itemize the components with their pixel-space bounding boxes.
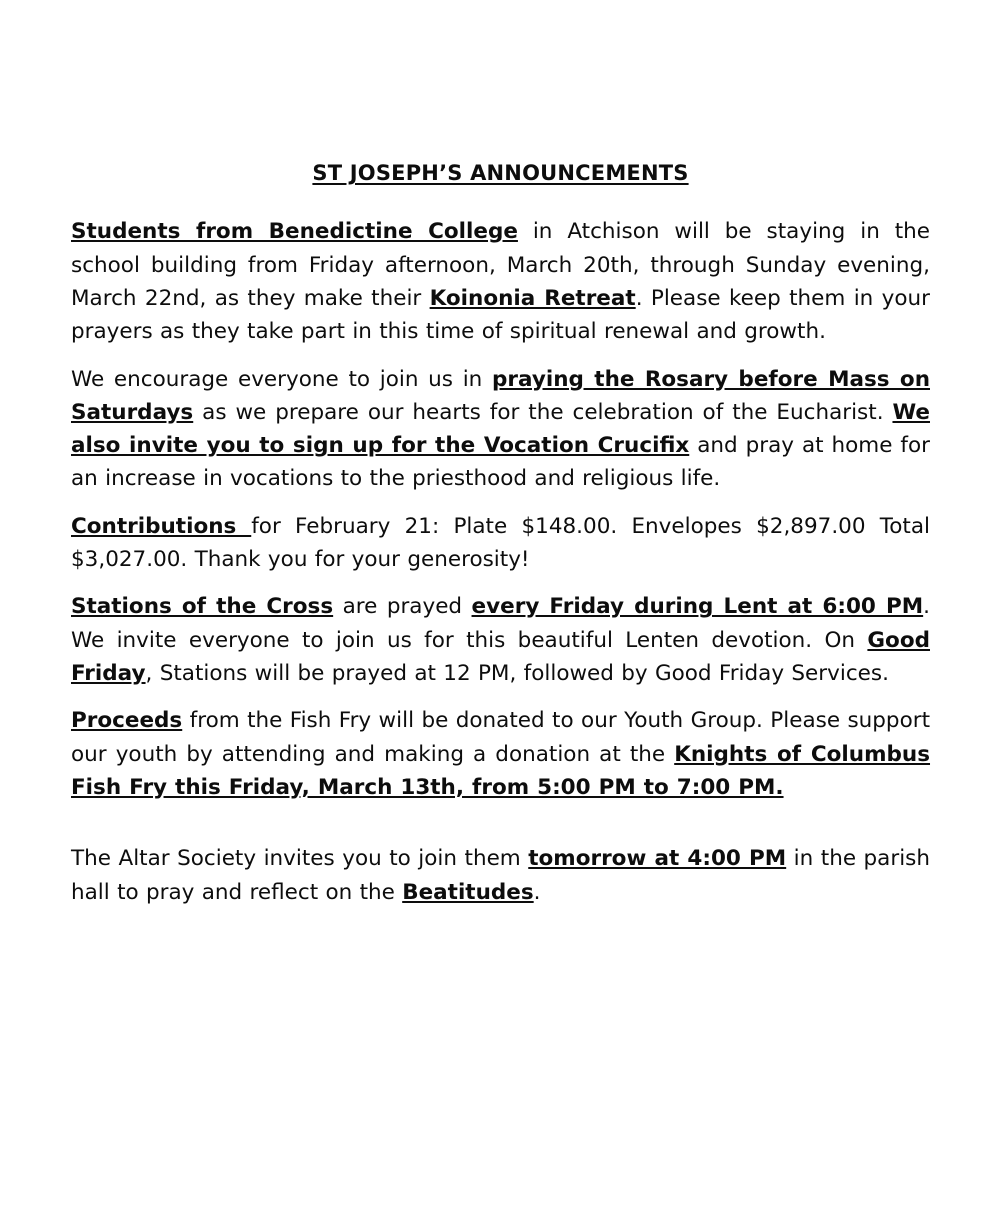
emphasis-text: Beatitudes	[402, 879, 534, 905]
emphasis-text: praying the Rosary before Mass on Saturdays	[71, 366, 930, 425]
body-text: . We invite everyone to join us for this beautiful Lenten devotion. On	[71, 594, 930, 653]
body-text: and pray at home for an increase in vocations to the priesthood and religious life.	[71, 433, 930, 492]
body-text: We encourage everyone to join us in	[71, 366, 493, 392]
body-text: The Altar Society invites you to join them	[71, 846, 529, 872]
body-text: for February 21: Plate $148.00. Envelopes $2,897.00 Total $3,027.00. Thank you for your generosity!	[71, 513, 930, 573]
body-text: as we prepare our hearts for the celebration of the Eucharist.	[193, 399, 893, 425]
body-text: in the parish hall to pray and reflect on the	[71, 846, 931, 905]
paragraph-stations-of-the-cross	[71, 590, 930, 690]
paragraph-contributions	[71, 510, 930, 577]
announcements-body	[71, 215, 930, 909]
paragraph-benedictine-college	[71, 215, 930, 348]
emphasis-text: Koinonia Retreat	[429, 285, 636, 311]
emphasis-text: Contributions	[71, 513, 252, 539]
emphasis-text: Proceeds	[71, 708, 183, 734]
emphasis-text: Good Friday	[71, 627, 930, 687]
body-text: . Please keep them in your prayers as they take part in this time of spiritual renewal and growth.	[71, 285, 930, 345]
body-text: .	[533, 879, 541, 905]
body-text: from the Fish Fry will be donated to our Youth Group. Please support our youth by attending and making a donation at the	[71, 708, 930, 767]
body-text: in Atchison will be staying in the school building from Friday afternoon, March 20th, through Sunday evening, March 22nd, as they make their	[71, 219, 930, 311]
body-text: , Stations will be prayed at 12 PM, followed by Good Friday Services.	[145, 661, 889, 687]
emphasis-text: every Friday during Lent at 6:00 PM	[471, 594, 924, 620]
body-text: are prayed	[333, 594, 472, 620]
emphasis-text: Stations of the Cross	[71, 594, 334, 620]
paragraph-rosary-vocation-crucifix	[71, 363, 930, 496]
emphasis-text: We also invite you to sign up for the Vocation Crucifix	[71, 399, 930, 459]
paragraph-spacer	[71, 818, 930, 842]
page-title: ST JOSEPH’S ANNOUNCEMENTS	[312, 161, 689, 185]
emphasis-text: Knights of Columbus Fish Fry this Friday, March 13th, from 5:00 PM to 7:00 PM.	[71, 741, 931, 800]
emphasis-text: Students from Benedictine College	[71, 219, 518, 245]
paragraph-altar-society	[71, 842, 930, 909]
paragraph-fish-fry-proceeds	[71, 704, 930, 804]
emphasis-text: tomorrow at 4:00 PM	[528, 846, 787, 872]
